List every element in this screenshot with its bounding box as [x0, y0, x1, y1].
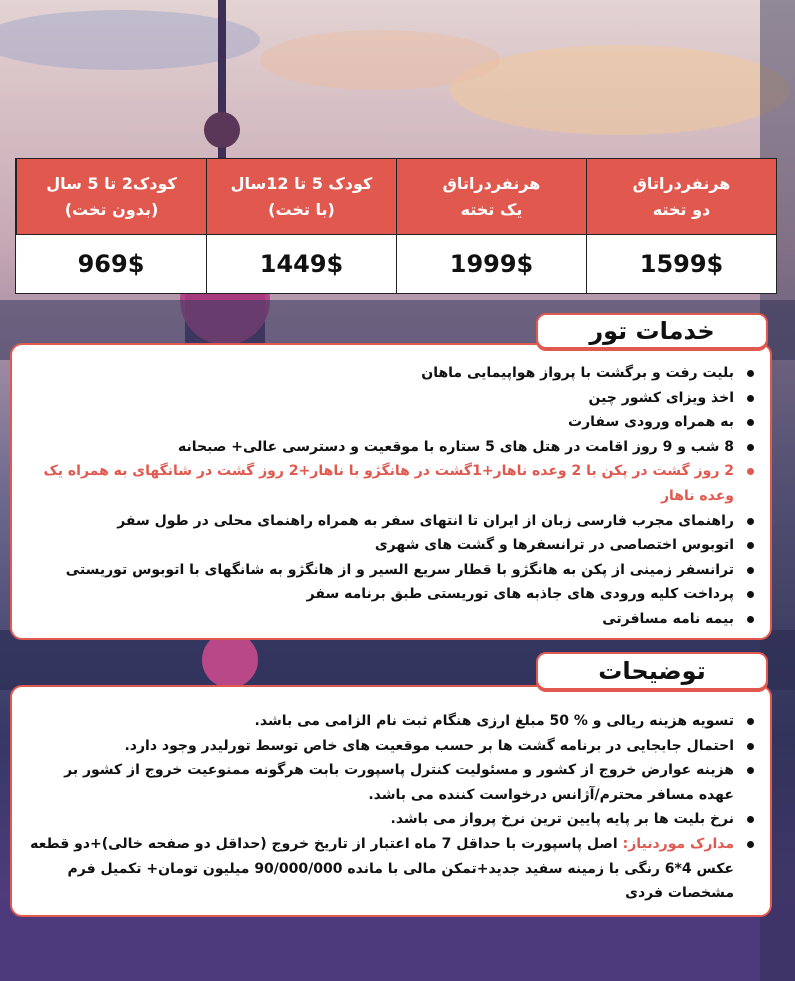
price-double-room: 1599$ — [586, 235, 776, 293]
list-item: به همراه ورودی سفارت — [26, 410, 734, 435]
list-item: تسویه هزینه ریالی و % 50 مبلغ ارزی هنگام ثبت نام الزامی می باشد. — [26, 709, 734, 734]
header-single-room: هرنفردراتاق یک تخته — [396, 159, 586, 235]
list-item: نرخ بلیت ها بر پایه پایین ترین نرخ پرواز می باشد. — [26, 807, 734, 832]
list-item: هزینه عوارض خروج از کشور و مسئولیت کنترل پاسپورت بابت هرگونه ممنوعیت خروج از کشور بر عهده مسافر محترم/آژانس درخواست کننده می باشد. — [26, 758, 734, 807]
header-double-room: هرنفردراتاق دو تخته — [586, 159, 776, 235]
list-item: احتمال جابجایی در برنامه گشت ها بر حسب موقعیت های خاص توسط تورلیدر وجود دارد. — [26, 734, 734, 759]
list-item: راهنمای مجرب فارسی زبان از ایران تا انتهای سفر به همراه راهنمای محلی در طول سفر — [26, 509, 734, 534]
list-item: 8 شب و 9 روز اقامت در هتل های 5 ستاره با موقعیت و دسترسی عالی+ صبحانه — [26, 435, 734, 460]
list-item: بیمه نامه مسافرتی — [26, 607, 734, 632]
price-single-room: 1999$ — [396, 235, 586, 293]
header-child-no-bed: کودک2 تا 5 سال (بدون تخت) — [16, 159, 206, 235]
notes-title: توضیحات — [536, 652, 768, 690]
docs-text: اصل پاسپورت با حداقل 7 ماه اعتبار از تاریخ خروج (حداقل دو صفحه خالی)+دو قطعه عکس 4*6 رنگی با زمینه سفید جدید+تمکن مالی با مانده 90/000/000 میلیون تومان+ تکمیل فرم مشخصات فردی — [30, 835, 734, 902]
docs-label: مدارک موردنیاز: — [622, 835, 734, 852]
list-item: اخذ ویزای کشور چین — [26, 386, 734, 411]
list-item: بلیت رفت و برگشت با پرواز هواپیمایی ماهان — [26, 361, 734, 386]
header-child-with-bed: کودک 5 تا 12سال (با تخت) — [206, 159, 396, 235]
list-item — [26, 832, 734, 906]
price-child-no-bed: 969$ — [16, 235, 206, 293]
list-item: اتوبوس اختصاصی در ترانسفرها و گشت های شهری — [26, 533, 734, 558]
list-item: پرداخت کلیه ورودی های جاذبه های توریستی طبق برنامه سفر — [26, 582, 734, 607]
notes-panel — [10, 685, 772, 917]
list-item: ترانسفر زمینی از پکن به هانگژو با قطار سریع السیر و از هانگژو به شانگهای با اتوبوس توریستی — [26, 558, 734, 583]
services-panel — [10, 343, 772, 640]
price-table — [15, 158, 777, 294]
price-child-with-bed: 1449$ — [206, 235, 396, 293]
list-item: 2 روز گشت در پکن با 2 وعده ناهار+1گشت در هانگژو با ناهار+2 روز گشت در شانگهای به همراه یک وعده ناهار — [26, 459, 734, 508]
services-title: خدمات تور — [536, 313, 768, 349]
